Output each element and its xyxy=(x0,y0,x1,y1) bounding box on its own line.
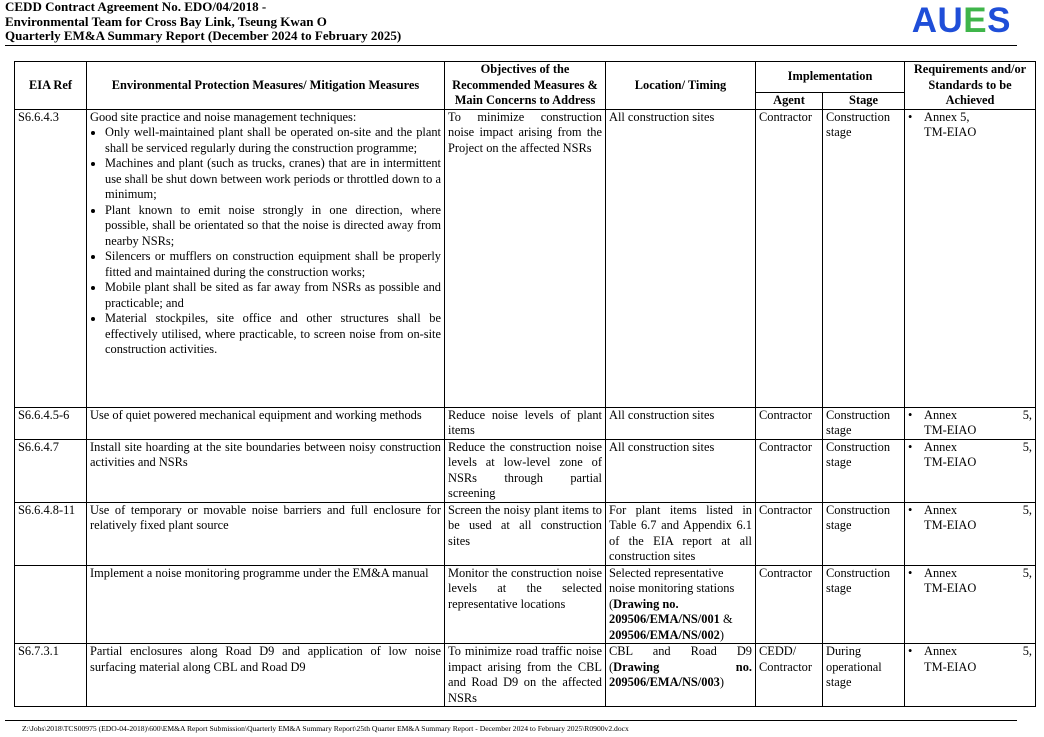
location-cell: All construction sites xyxy=(606,109,756,407)
stage-cell: Construction stage xyxy=(823,502,905,565)
report-header xyxy=(5,0,401,44)
list-item: • Mobile plant shall be sited as far away from NSRs as possible and practicable; and xyxy=(105,280,441,311)
col-header-objectives: Objectives of the Recommended Measures & Main Concerns to Address xyxy=(445,62,606,110)
table-row xyxy=(15,109,1036,407)
objective-cell: Monitor the construction noise levels at the selected representative locations xyxy=(445,565,606,644)
list-item: • Silencers or mufflers on construction equipment shall be properly fitted and maintained during the construction works; xyxy=(105,249,441,280)
objective-cell: To minimize construction noise impact arising from the Project on the affected NSRs xyxy=(445,109,606,407)
requirement-cell: • Annex 5, TM-EIAO xyxy=(905,502,1036,565)
agent-cell: Contractor xyxy=(756,407,823,439)
requirement-cell: • Annex 5, TM-EIAO xyxy=(905,109,1036,407)
col-header-stage: Stage xyxy=(823,93,905,110)
list-item: • Only well-maintained plant shall be operated on-site and the plant shall be serviced regularly during the construction programme; xyxy=(105,125,441,156)
table-row xyxy=(15,644,1036,707)
col-header-location: Location/ Timing xyxy=(606,62,756,110)
measure-cell xyxy=(87,109,445,407)
eia-ref-cell: S6.6.4.8-11 xyxy=(15,502,87,565)
measure-intro: Good site practice and noise management techniques: xyxy=(90,109,357,124)
location-cell: Selected representative noise monitoring stations (Drawing no. 209506/EMA/NS/001 & 209506/EMA/NS/002) xyxy=(606,565,756,644)
eia-ref-cell: S6.6.4.3 xyxy=(15,109,87,407)
eia-ref-cell xyxy=(15,565,87,644)
location-cell: All construction sites xyxy=(606,439,756,502)
agent-cell: Contractor xyxy=(756,565,823,644)
stage-cell: Construction stage xyxy=(823,407,905,439)
col-header-measures: Environmental Protection Measures/ Mitigation Measures xyxy=(87,62,445,110)
list-item: • Material stockpiles, site office and other structures shall be effectively utilised, where practicable, to screen noise from on-site construction activities. xyxy=(105,311,441,358)
table-row xyxy=(15,502,1036,565)
measure-bullet-list xyxy=(90,125,441,358)
table-row xyxy=(15,407,1036,439)
objective-cell: To minimize road traffic noise impact arising from the CBL and Road D9 on the affected NSRs xyxy=(445,644,606,707)
aues-logo: AUES xyxy=(911,1,1011,40)
bullet-icon: • xyxy=(908,109,913,124)
measure-cell: Install site hoarding at the site boundaries between noisy construction activities and NSRs xyxy=(87,439,445,502)
team-title: Environmental Team for Cross Bay Link, Tseung Kwan O xyxy=(5,13,327,29)
table-row xyxy=(15,565,1036,644)
contract-title: CEDD Contract Agreement No. EDO/04/2018 - xyxy=(5,0,267,14)
eia-ref-cell: S6.6.4.7 xyxy=(15,439,87,502)
footer-file-path: Z:\Jobs\2018\TCS00975 (EDO-04-2018)\600\EM&A Report Submission\Quarterly EM&A Summary Report\25th Quarter EM&A Summary Report - December 2024 to February 2025\R0900v2.docx xyxy=(22,724,629,733)
agent-cell: Contractor xyxy=(756,109,823,407)
bullet-icon: • xyxy=(908,502,913,517)
objective-cell: Reduce the construction noise levels at low-level zone of NSRs through partial screening xyxy=(445,439,606,502)
report-title: Quarterly EM&A Summary Report (December 2024 to February 2025) xyxy=(5,28,402,43)
location-cell: For plant items listed in Table 6.7 and Appendix 6.1 of the EIA report at all construction sites xyxy=(606,502,756,565)
measure-cell: Use of quiet powered mechanical equipment and working methods xyxy=(87,407,445,439)
eia-ref-cell: S6.7.3.1 xyxy=(15,644,87,707)
stage-cell: Construction stage xyxy=(823,109,905,407)
footer-divider xyxy=(5,720,1017,721)
objective-cell: Reduce noise levels of plant items xyxy=(445,407,606,439)
bullet-icon: • xyxy=(908,407,913,422)
requirement-cell: • Annex 5, TM-EIAO xyxy=(905,644,1036,707)
col-header-eia-ref: EIA Ref xyxy=(15,62,87,110)
bullet-icon: • xyxy=(908,439,913,454)
agent-cell: CEDD/ Contractor xyxy=(756,644,823,707)
measure-cell: Partial enclosures along Road D9 and application of low noise surfacing material along CBL and Road D9 xyxy=(87,644,445,707)
bullet-icon: • xyxy=(908,565,913,580)
location-cell: CBL and Road D9 (Drawing no. 209506/EMA/NS/003) xyxy=(606,644,756,707)
list-item: • Machines and plant (such as trucks, cranes) that are in intermittent use shall be shut down between work periods or throttled down to a minimum; xyxy=(105,156,441,203)
agent-cell: Contractor xyxy=(756,439,823,502)
col-header-agent: Agent xyxy=(756,93,823,110)
objective-cell: Screen the noisy plant items to be used at all construction sites xyxy=(445,502,606,565)
stage-cell: Construction stage xyxy=(823,565,905,644)
eia-ref-cell: S6.6.4.5-6 xyxy=(15,407,87,439)
list-item: • Plant known to emit noise strongly in one direction, where possible, shall be orientated so that the noise is directed away from nearby NSRs; xyxy=(105,203,441,250)
agent-cell: Contractor xyxy=(756,502,823,565)
header-divider xyxy=(5,45,1017,46)
requirement-cell: • Annex 5, TM-EIAO xyxy=(905,565,1036,644)
location-cell: All construction sites xyxy=(606,407,756,439)
requirement-cell: • Annex 5, TM-EIAO xyxy=(905,407,1036,439)
bullet-icon: • xyxy=(908,644,913,658)
mitigation-measures-table xyxy=(14,61,1036,707)
col-header-requirements: Requirements and/or Standards to be Achieved xyxy=(905,62,1036,110)
measure-cell: Use of temporary or movable noise barriers and full enclosure for relatively fixed plant source xyxy=(87,502,445,565)
requirement-cell: • Annex 5, TM-EIAO xyxy=(905,439,1036,502)
col-header-implementation: Implementation xyxy=(756,62,905,93)
stage-cell: Construction stage xyxy=(823,439,905,502)
measure-cell: Implement a noise monitoring programme under the EM&A manual xyxy=(87,565,445,644)
table-row xyxy=(15,439,1036,502)
stage-cell: During operational stage xyxy=(823,644,905,707)
